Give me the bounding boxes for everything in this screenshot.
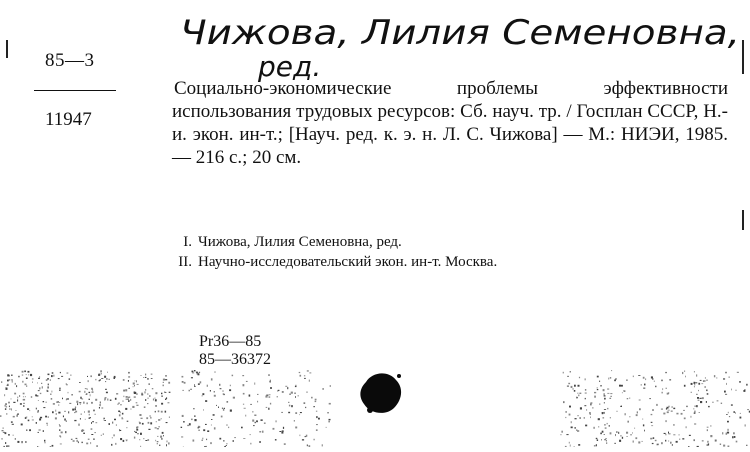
tracing-item (172, 232, 497, 252)
handwritten-line-2: ред. (257, 50, 321, 83)
code-line-1: Pr36—85 (199, 333, 271, 351)
handwritten-line-1: Чижова, Лилия Семеновна, (180, 13, 740, 53)
tracings-list (172, 232, 497, 272)
tracing-text: Научно-исследовательский экон. ин-т. Москва. (198, 252, 497, 272)
divider-rule (34, 90, 116, 91)
edge-mark (742, 40, 744, 74)
bibliographic-entry: Социально-экономические проблемы эффективности использования трудовых ресурсов: Сб. науч. тр. / Госплан СССР, Н.-и. экон. ин-т.; [Науч. ред. к. э. н. Л. С. Чижова] — М.: НИЭИ, 1985. — 216 с.; 20 см. (172, 77, 728, 169)
tracing-item (172, 252, 497, 272)
tracing-text: Чижова, Лилия Семеновна, ред. (198, 232, 402, 252)
edge-mark (6, 40, 8, 58)
tracing-number: I. (172, 232, 192, 252)
ink-blot (358, 370, 404, 416)
call-number: 85—3 (45, 50, 95, 72)
tracing-number: II. (172, 252, 192, 272)
code-line-2: 85—36372 (199, 351, 271, 369)
edge-mark (742, 210, 744, 230)
accession-number: 11947 (45, 109, 92, 131)
handwritten-annotation (180, 14, 745, 80)
